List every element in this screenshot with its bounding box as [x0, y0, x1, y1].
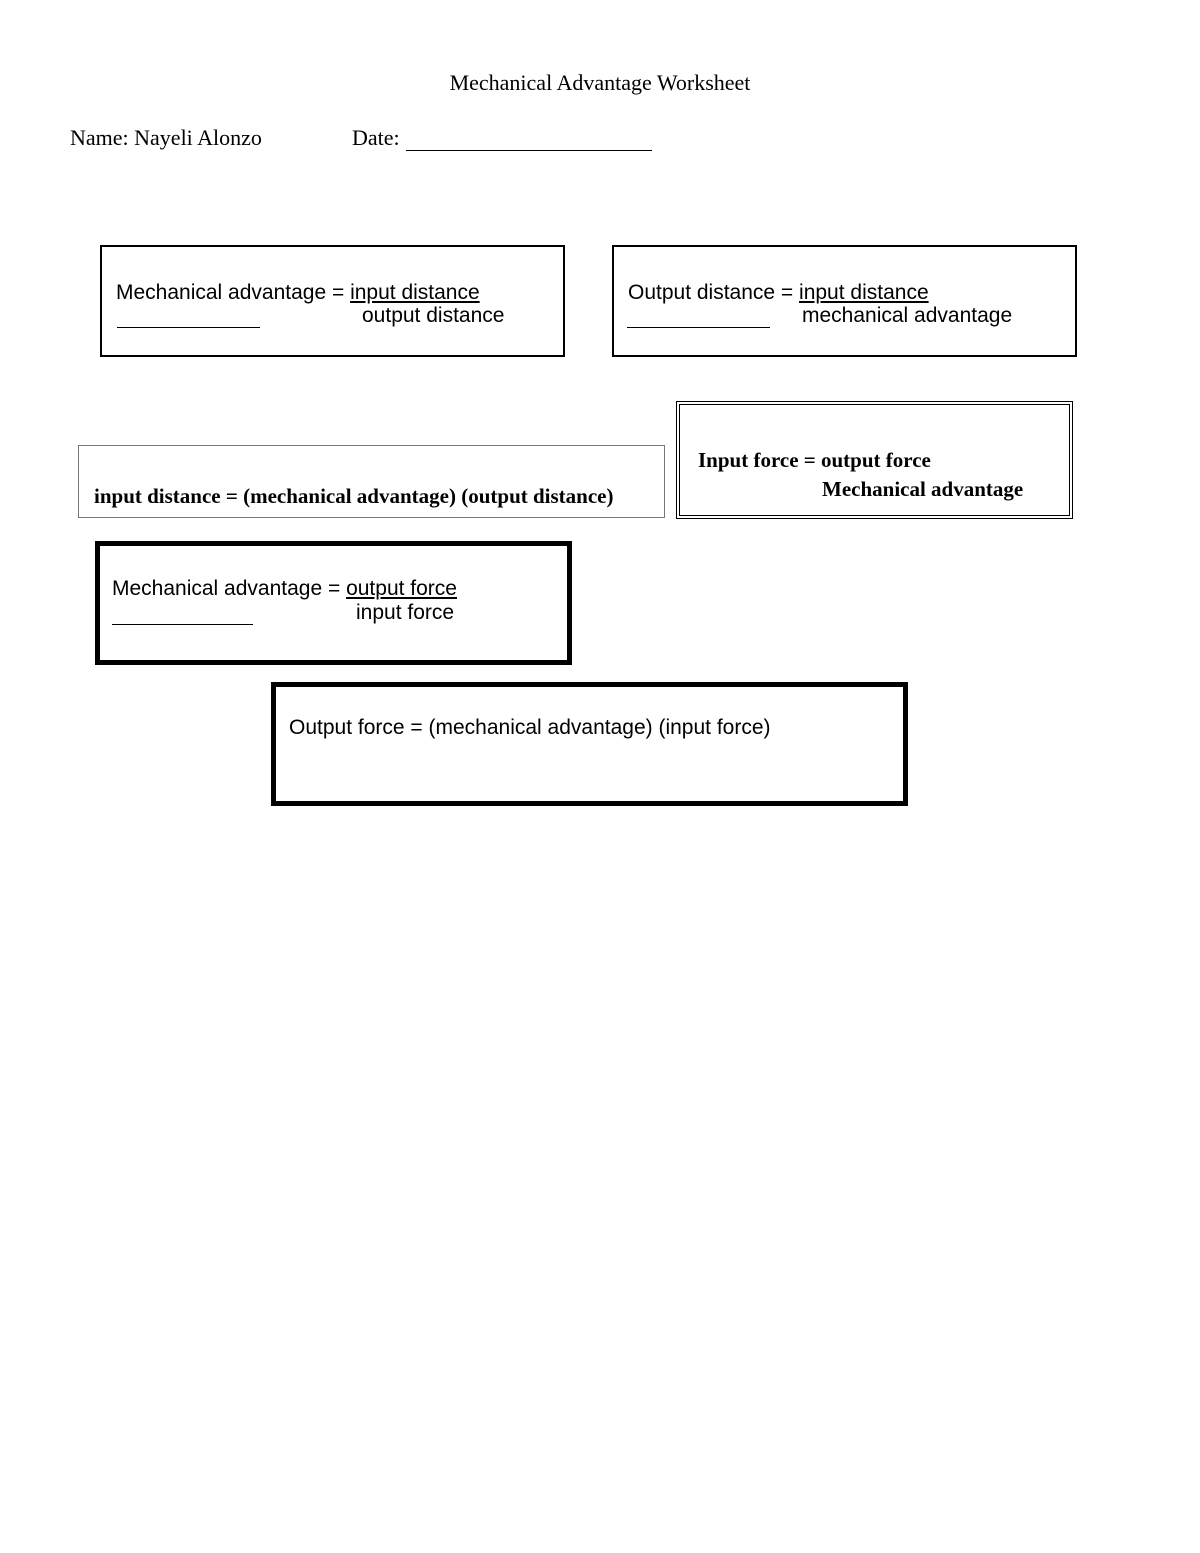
formula-denominator: input force — [356, 601, 455, 624]
formula-lhs: Mechanical advantage = — [116, 281, 351, 304]
formula-box-input-distance — [78, 445, 665, 518]
formula-box-input-force — [676, 401, 1073, 519]
formula-lhs: Input force = — [698, 448, 821, 472]
formula-denominator: output distance — [362, 304, 505, 327]
name-value: Nayeli Alonzo — [134, 125, 262, 150]
page-title: Mechanical Advantage Worksheet — [449, 70, 751, 95]
formula-numerator: output force — [821, 448, 931, 472]
date-label: Date: — [352, 125, 400, 150]
fraction-blank-line — [112, 624, 253, 625]
formula-numerator-row — [698, 448, 931, 473]
formula-denominator: Mechanical advantage — [822, 477, 1024, 501]
date-line — [352, 125, 652, 151]
formula-numerator: input distance — [799, 281, 929, 304]
formula-box-ma-distance — [100, 245, 565, 357]
formula-denominator: mechanical advantage — [802, 304, 1013, 327]
formula-text: input distance = (mechanical advantage) (output distance) — [94, 484, 614, 508]
formula-lhs: Mechanical advantage = — [112, 577, 347, 600]
formula-numerator: output force — [346, 577, 457, 600]
formula-lhs: Output distance = — [628, 281, 800, 304]
formula-numerator: input distance — [350, 281, 480, 304]
name-label: Name: — [70, 125, 129, 150]
formula-numerator-row — [116, 281, 480, 305]
formula-numerator-row — [112, 577, 457, 601]
formula-box-ma-force — [95, 541, 572, 665]
formula-numerator-row — [628, 281, 929, 305]
fraction-blank-line — [627, 327, 770, 328]
date-blank-field[interactable] — [406, 128, 652, 151]
formula-box-output-force — [271, 682, 908, 806]
formula-text: Output force = (mechanical advantage) (input force) — [289, 716, 771, 739]
name-line — [70, 125, 262, 151]
formula-box-output-distance — [612, 245, 1077, 357]
fraction-blank-line — [117, 327, 260, 328]
